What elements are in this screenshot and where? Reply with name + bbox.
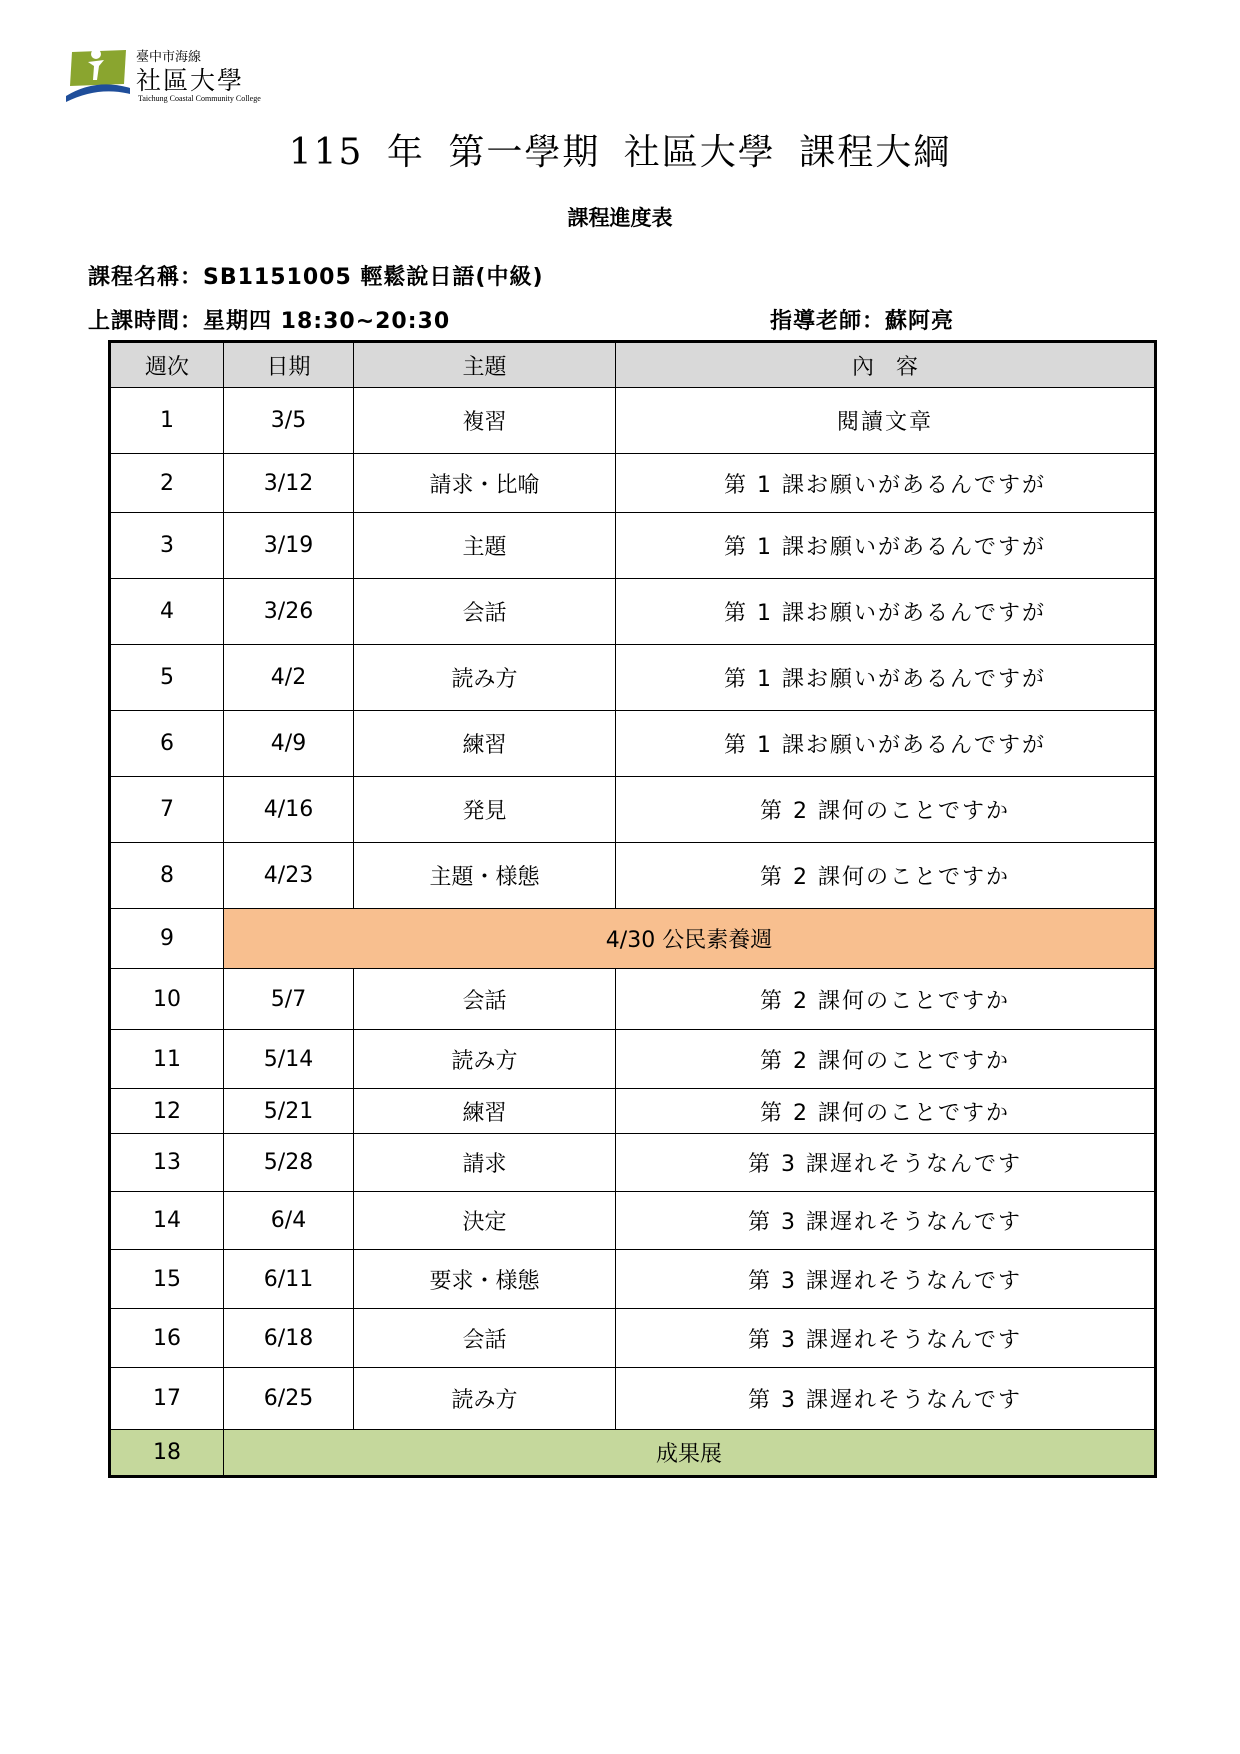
table-row xyxy=(110,1250,1156,1309)
topic-cell: 主題・様態 xyxy=(354,843,616,909)
topic-cell: 要求・様態 xyxy=(354,1250,616,1309)
date-cell: 6/25 xyxy=(224,1368,354,1430)
date-cell: 4/9 xyxy=(224,711,354,777)
table-row xyxy=(110,1192,1156,1250)
logo-english-text: Taichung Coastal Community College xyxy=(138,94,261,103)
document-subtitle: 課程進度表 xyxy=(567,206,673,230)
topic-cell: 複習 xyxy=(354,388,616,454)
topic-cell: 練習 xyxy=(354,1089,616,1134)
date-cell: 5/14 xyxy=(224,1030,354,1089)
date-cell: 5/7 xyxy=(224,969,354,1030)
content-cell: 第 3 課遅れそうなんです xyxy=(616,1368,1156,1430)
week-cell: 4 xyxy=(110,579,224,645)
content-cell: 第 3 課遅れそうなんです xyxy=(616,1192,1156,1250)
table-row xyxy=(110,454,1156,513)
date-cell: 3/19 xyxy=(224,513,354,579)
date-cell: 5/28 xyxy=(224,1134,354,1192)
topic-cell: 読み方 xyxy=(354,1368,616,1430)
table-header-row xyxy=(110,342,1156,388)
topic-cell: 請求 xyxy=(354,1134,616,1192)
content-cell: 第 2 課何のことですか xyxy=(616,969,1156,1030)
date-cell: 5/21 xyxy=(224,1089,354,1134)
content-cell: 第 3 課遅れそうなんです xyxy=(616,1309,1156,1368)
header-week: 週次 xyxy=(110,342,224,388)
content-cell: 第 3 課遅れそうなんです xyxy=(616,1250,1156,1309)
table-row xyxy=(110,388,1156,454)
table-row xyxy=(110,843,1156,909)
topic-cell: 会話 xyxy=(354,579,616,645)
table-row xyxy=(110,1368,1156,1430)
topic-cell: 読み方 xyxy=(354,645,616,711)
content-cell: 閱讀文章 xyxy=(616,388,1156,454)
date-cell: 6/4 xyxy=(224,1192,354,1250)
date-cell: 6/18 xyxy=(224,1309,354,1368)
table-row xyxy=(110,1089,1156,1134)
table-row xyxy=(110,579,1156,645)
civic-week-row xyxy=(110,909,1156,969)
teacher-name: 指導老師：蘇阿亮 xyxy=(770,309,955,334)
college-logo xyxy=(66,46,266,106)
date-cell: 3/12 xyxy=(224,454,354,513)
week-cell: 3 xyxy=(110,513,224,579)
week-cell: 10 xyxy=(110,969,224,1030)
week-cell: 15 xyxy=(110,1250,224,1309)
content-cell: 第 2 課何のことですか xyxy=(616,1089,1156,1134)
content-cell: 第 2 課何のことですか xyxy=(616,777,1156,843)
week-cell: 16 xyxy=(110,1309,224,1368)
week-cell: 14 xyxy=(110,1192,224,1250)
schedule-table xyxy=(108,340,1157,1478)
table-row xyxy=(110,1030,1156,1089)
content-cell: 第 1 課お願いがあるんですが xyxy=(616,579,1156,645)
week-cell: 2 xyxy=(110,454,224,513)
topic-cell: 会話 xyxy=(354,969,616,1030)
week-cell: 13 xyxy=(110,1134,224,1192)
header-date: 日期 xyxy=(224,342,354,388)
week-cell: 7 xyxy=(110,777,224,843)
week-cell: 8 xyxy=(110,843,224,909)
content-cell: 第 2 課何のことですか xyxy=(616,1030,1156,1089)
table-row xyxy=(110,645,1156,711)
topic-cell: 発見 xyxy=(354,777,616,843)
content-cell: 第 1 課お願いがあるんですが xyxy=(616,711,1156,777)
topic-cell: 請求・比喻 xyxy=(354,454,616,513)
content-cell: 第 2 課何のことですか xyxy=(616,843,1156,909)
table-row xyxy=(110,1134,1156,1192)
date-cell: 4/16 xyxy=(224,777,354,843)
table-row xyxy=(110,1309,1156,1368)
document-title: 115 年 第一學期 社區大學 課程大綱 xyxy=(288,132,952,173)
week-cell: 1 xyxy=(110,388,224,454)
content-cell: 第 1 課お願いがあるんですが xyxy=(616,645,1156,711)
topic-cell: 会話 xyxy=(354,1309,616,1368)
week-cell: 6 xyxy=(110,711,224,777)
topic-cell: 読み方 xyxy=(354,1030,616,1089)
content-cell: 第 1 課お願いがあるんですが xyxy=(616,513,1156,579)
week-cell: 5 xyxy=(110,645,224,711)
date-cell: 3/5 xyxy=(224,388,354,454)
week-cell: 18 xyxy=(110,1430,224,1477)
week-cell: 12 xyxy=(110,1089,224,1134)
civic-week-note: 4/30 公民素養週 xyxy=(224,909,1156,969)
table-row xyxy=(110,513,1156,579)
class-time: 上課時間：星期四 18:30~20:30 xyxy=(88,309,451,334)
header-content: 內 容 xyxy=(616,342,1156,388)
logo-city-text: 臺中市海線 xyxy=(136,50,202,65)
week-cell: 11 xyxy=(110,1030,224,1089)
table-row xyxy=(110,777,1156,843)
topic-cell: 決定 xyxy=(354,1192,616,1250)
date-cell: 4/23 xyxy=(224,843,354,909)
content-cell: 第 1 課お願いがあるんですが xyxy=(616,454,1156,513)
date-cell: 3/26 xyxy=(224,579,354,645)
header-topic: 主題 xyxy=(354,342,616,388)
course-name: 課程名稱：SB1151005 輕鬆說日語(中級) xyxy=(88,265,544,290)
week-cell: 9 xyxy=(110,909,224,969)
logo-name-text: 社區大學 xyxy=(136,66,245,95)
week-cell: 17 xyxy=(110,1368,224,1430)
showcase-note: 成果展 xyxy=(224,1430,1156,1477)
topic-cell: 練習 xyxy=(354,711,616,777)
table-row xyxy=(110,969,1156,1030)
showcase-row xyxy=(110,1430,1156,1477)
topic-cell: 主題 xyxy=(354,513,616,579)
date-cell: 6/11 xyxy=(224,1250,354,1309)
content-cell: 第 3 課遅れそうなんです xyxy=(616,1134,1156,1192)
date-cell: 4/2 xyxy=(224,645,354,711)
table-row xyxy=(110,711,1156,777)
logo-emblem-icon xyxy=(66,46,132,104)
